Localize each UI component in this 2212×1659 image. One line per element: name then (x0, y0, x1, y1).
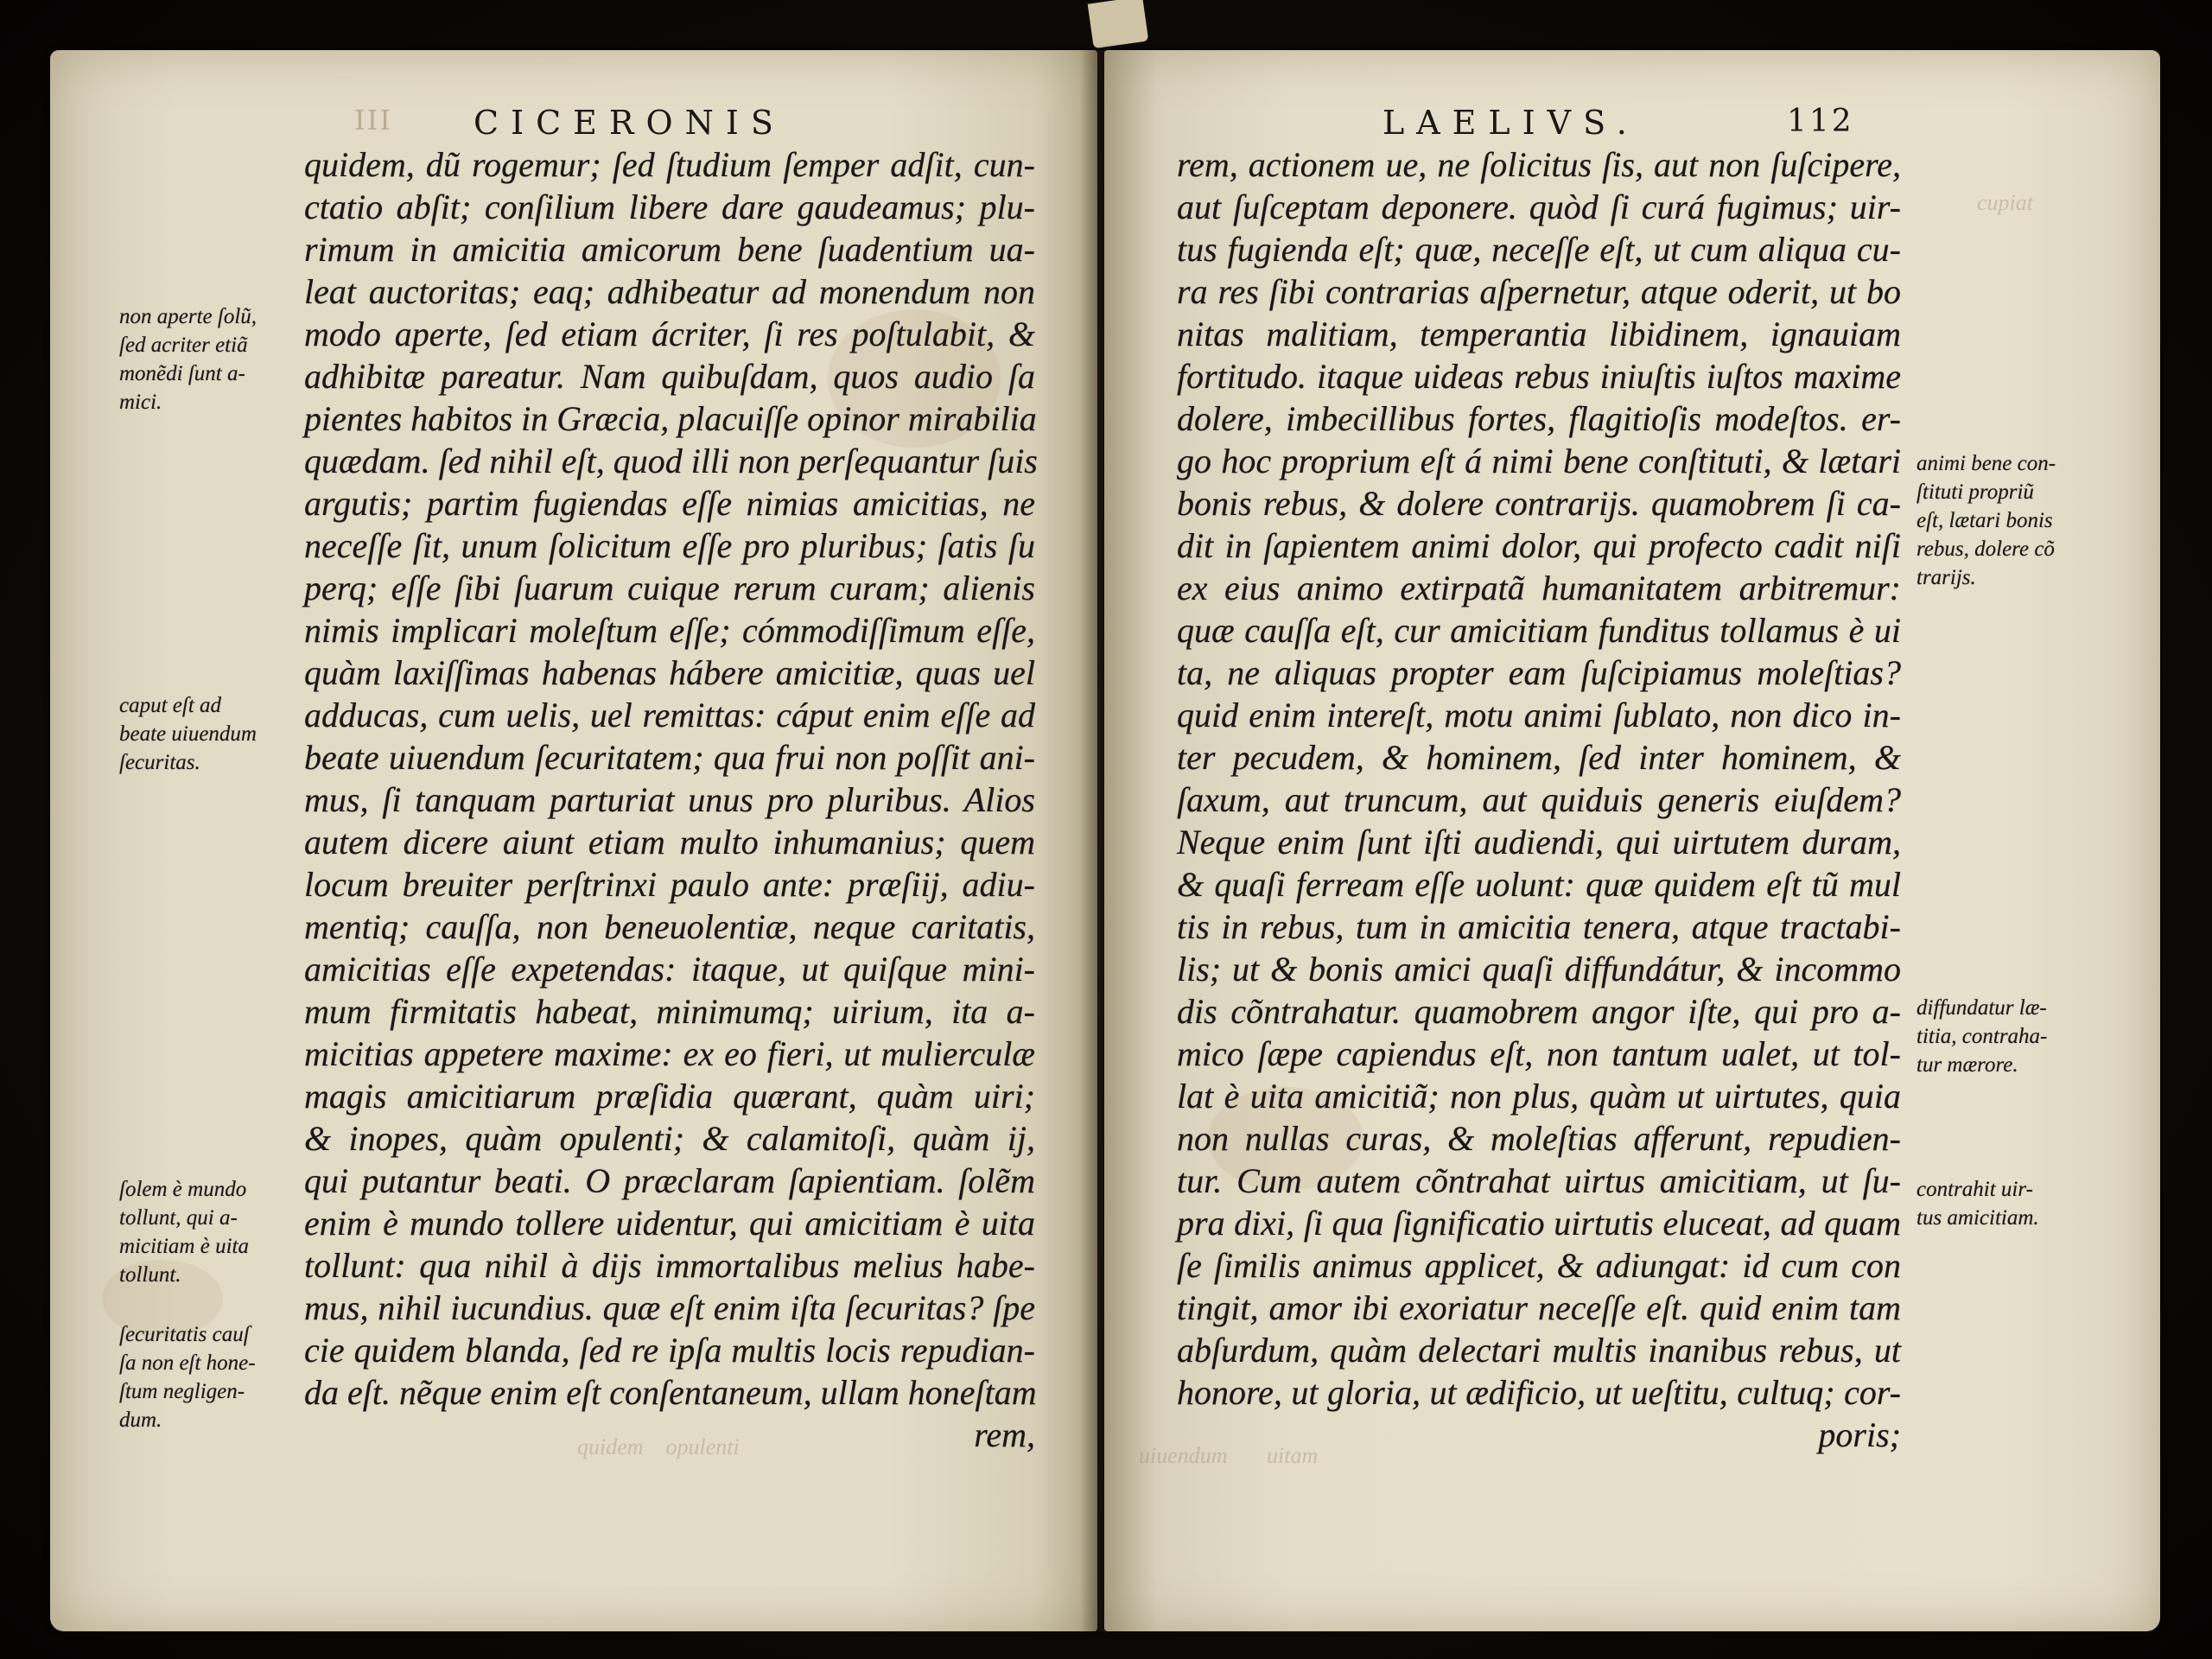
binding-tab (1088, 0, 1149, 48)
text-line: rem, actionem ue, ne ſolicitus ſis, aut non ſuſcipere, (1177, 145, 1901, 184)
text-line: autem dicere aiunt etiam multo inhumanius; quem (304, 823, 1035, 861)
text-line: magis amicitiarum præſidia quærant, quàm uiri; (304, 1077, 1035, 1116)
text-line: go hoc proprium eſt á nimi bene conſtituti, & lætari (1177, 442, 1901, 480)
text-line: mus, ſi tanquam parturiat unus pro pluribus. Alios (304, 780, 1035, 819)
margin-note-line: monẽdi ſunt a- (119, 362, 245, 385)
text-line: pra dixi, ſi qua ſignificatio uirtutis eluceat, ad quam (1177, 1204, 1901, 1243)
margin-note-line: ſecuritatis cauſ (119, 1323, 250, 1346)
margin-note-line: rebus, dolere cõ (1916, 537, 2055, 561)
margin-note-line: micitiam è uita (119, 1235, 249, 1258)
text-line: argutis; partim fugiendas eſſe nimias amicitias, ne (304, 484, 1035, 523)
margin-note-line: ſa non eſt hone- (119, 1351, 256, 1375)
running-head-left: CICERONIS (474, 104, 785, 142)
text-line: rem, (974, 1415, 1035, 1454)
margin-note-left-4 (119, 1320, 256, 1434)
text-line: non nullas curas, & moleſtias afferunt, repudien- (1177, 1119, 1901, 1158)
text-line: & quaſi ferream eſſe uolunt: quæ quidem eſt tũ mul (1177, 865, 1901, 904)
ghost-page-number: III (354, 104, 392, 137)
text-line: pientes habitos in Græcia, placuiſſe opinor mirabilia (304, 399, 1037, 438)
text-line: tingit, amor ibi exoriatur neceſſe eſt. quid enim tam (1177, 1288, 1901, 1327)
margin-note-right-3 (1916, 1175, 2039, 1232)
text-line: ra res ſibi contrarias aſpernetur, atque oderit, ut bo (1177, 272, 1901, 311)
text-line: mum firmitatis habeat, minimumq; uirium, ita a- (304, 992, 1035, 1031)
margin-note-line: ſecuritas. (119, 751, 200, 774)
margin-note-line: ſtituti propriũ (1916, 480, 2034, 504)
margin-note-line: non aperte ſolũ, (119, 305, 257, 328)
text-line: lat è uita amicitiã; non plus, quàm ut uirtutes, quia (1177, 1077, 1901, 1116)
text-line: aut ſuſceptam deponere. quòd ſi curá fugimus; uir- (1177, 188, 1901, 226)
margin-note-line: tus amicitiam. (1916, 1206, 2039, 1230)
text-line: tur. Cum autem cõntrahat uirtus amicitiam, ut ſu- (1177, 1161, 1901, 1200)
text-line: dolere, imbecillibus fortes, flagitioſis modeſtos. er- (1177, 399, 1901, 438)
text-line: adhibitæ pareatur. Nam quibuſdam, quos audio ſa (304, 357, 1035, 396)
margin-note-line: tur mærore. (1916, 1053, 2018, 1077)
margin-note-line: eſt, lætari bonis (1916, 509, 2053, 532)
text-line: modo aperte, ſed etiam ácriter, ſi res poſtulabit, & (304, 315, 1035, 353)
margin-note-line: caput eſt ad (119, 694, 222, 717)
margin-note-line: contrahit uir- (1916, 1178, 2033, 1201)
left-page-text (304, 143, 1038, 1456)
text-line: ter pecudem, & hominem, ſed inter hominem, & (1177, 738, 1901, 777)
text-line: beate uiuendum ſecuritatem; qua frui non poſſit ani- (304, 738, 1035, 777)
text-line: perq; eſſe ſibi ſuarum cuique rerum curam; alienis (304, 569, 1035, 607)
margin-note-line: ſed acriter etiã (119, 334, 248, 357)
margin-note-left-1 (119, 302, 257, 416)
text-line: quidem, dũ rogemur; ſed ſtudium ſemper adſit, cun- (304, 145, 1035, 184)
text-line: adducas, cum uelis, uel remittas: cáput enim eſſe ad (304, 696, 1035, 734)
text-line: ta, ne aliquas propter eam ſuſcipiamus moleſtias? (1177, 653, 1901, 692)
right-page-text (1177, 143, 1901, 1456)
text-line: tus fugienda eſt; quæ, neceſſe eſt, ut cum aliqua cu- (1177, 230, 1901, 269)
margin-note-line: titia, contraha- (1916, 1025, 2048, 1048)
text-line: enim è mundo tollere uidentur, qui amicitiam è uita (304, 1204, 1035, 1243)
text-line: bonis rebus, & dolere contrarijs. quamobrem ſi ca- (1177, 484, 1901, 523)
text-line: amicitias eſſe expetendas: itaque, ut quiſque mini- (304, 950, 1035, 988)
margin-note-left-2 (119, 691, 257, 777)
text-line: tis in rebus, tum in amicitia tenera, atque tractabi- (1177, 907, 1901, 946)
text-line: mus, nihil iucundius. quæ eſt enim iſta ſecuritas? ſpe (304, 1288, 1035, 1327)
text-line: Neque enim ſunt iſti audiendi, qui uirtutem duram, (1177, 823, 1901, 861)
text-line: & inopes, quàm opulenti; & calamitoſi, quàm ij, (304, 1119, 1035, 1158)
margin-note-line: ſtum negligen- (119, 1380, 245, 1403)
margin-note-line: tollunt, qui a- (119, 1206, 238, 1230)
page-number: 112 (1787, 104, 1854, 139)
text-line: ctatio abſit; conſilium libere dare gaudeamus; plu- (304, 188, 1035, 226)
margin-note-line: trarijs. (1916, 566, 1976, 589)
bleed-through-text: uiuendum uitam (1139, 1443, 1319, 1468)
margin-note-line: beate uiuendum (119, 722, 257, 746)
bleed-through-text: cupiat (1977, 190, 2033, 215)
text-line: mentiq; cauſſa, non beneuolentiæ, neque caritatis, (304, 907, 1035, 946)
text-line: nitas malitiam, temperantia libidinem, ignauiam (1177, 315, 1901, 353)
text-line: qui putantur beati. O præclaram ſapientiam. ſolẽm (304, 1161, 1035, 1200)
text-line: ex eius animo extirpatã humanitatem arbitremur: (1177, 569, 1901, 607)
text-line: nimis implicari moleſtum eſſe; cómmodiſſimum eſſe, (304, 611, 1035, 650)
text-line: fortitudo. itaque uideas rebus iniuſtis iuſtos maxime (1177, 357, 1901, 396)
text-line: ſaxum, aut truncum, aut quiduis generis eiuſdem? (1177, 780, 1901, 819)
text-line: cie quidem blanda, ſed re ipſa multis locis repudian- (304, 1331, 1035, 1370)
margin-note-line: ſolem è mundo (119, 1178, 247, 1201)
text-line: quàm laxiſſimas habenas hábere amicitiæ, quas uel (304, 653, 1035, 692)
text-line: dit in ſapientem animi dolor, qui profecto cadit niſi (1177, 526, 1901, 565)
text-line: locum breuiter perſtrinxi paulo ante: præſiij, adiu- (304, 865, 1035, 904)
margin-note-right-2 (1916, 994, 2047, 1079)
text-line: mico ſæpe capiendus eſt, non tantum ualet, ut tol- (1177, 1034, 1901, 1073)
margin-note-left-3 (119, 1175, 249, 1289)
text-line: honore, ut gloria, ut ædificio, ut ueſtitu, cultuq; cor- (1177, 1373, 1901, 1412)
text-line: poris; (1818, 1415, 1901, 1454)
margin-note-line: diffundatur læ- (1916, 996, 2047, 1020)
text-line: leat auctoritas; eaq; adhibeatur ad monendum non (304, 272, 1035, 311)
running-head-right: LAELIVS. (1382, 104, 1639, 142)
margin-note-line: animi bene con- (1916, 452, 2056, 475)
margin-note-line: tollunt. (119, 1263, 181, 1287)
text-line: neceſſe ſit, unum ſolicitum eſſe pro pluribus; ſatis ſu (304, 526, 1035, 565)
text-line: micitias appetere maxime: ex eo fieri, ut mulierculæ (304, 1034, 1035, 1073)
text-line: lis; ut & bonis amici quaſi diffundátur, & incommo (1177, 950, 1901, 988)
margin-note-right-1 (1916, 449, 2056, 592)
text-line: dis cõntrahatur. quamobrem angor iſte, qui pro a- (1177, 992, 1901, 1031)
text-line: ſe ſimilis animus applicet, & adiungat: id cum con (1177, 1246, 1901, 1285)
text-line: tollunt: qua nihil à dijs immortalibus melius habe- (304, 1246, 1035, 1285)
margin-note-line: dum. (119, 1408, 162, 1432)
text-line: rimum in amicitia amicorum bene ſuadentium ua- (304, 230, 1035, 269)
bleed-through-text: quidem opulenti (577, 1434, 740, 1459)
text-line: da eſt. nẽque enim eſt conſentaneum, ullam honeſtam (304, 1373, 1037, 1412)
text-line: abſurdum, quàm delectari multis inanibus rebus, ut (1177, 1331, 1901, 1370)
text-line: quid enim intereſt, motu animi ſublato, non dico in- (1177, 696, 1901, 734)
text-line: quæ cauſſa eſt, cur amicitiam funditus tollamus è ui (1177, 611, 1901, 650)
text-line: quædam. ſed nihil eſt, quod illi non perſequantur ſuis (304, 442, 1038, 480)
margin-note-line: mici. (119, 391, 162, 414)
